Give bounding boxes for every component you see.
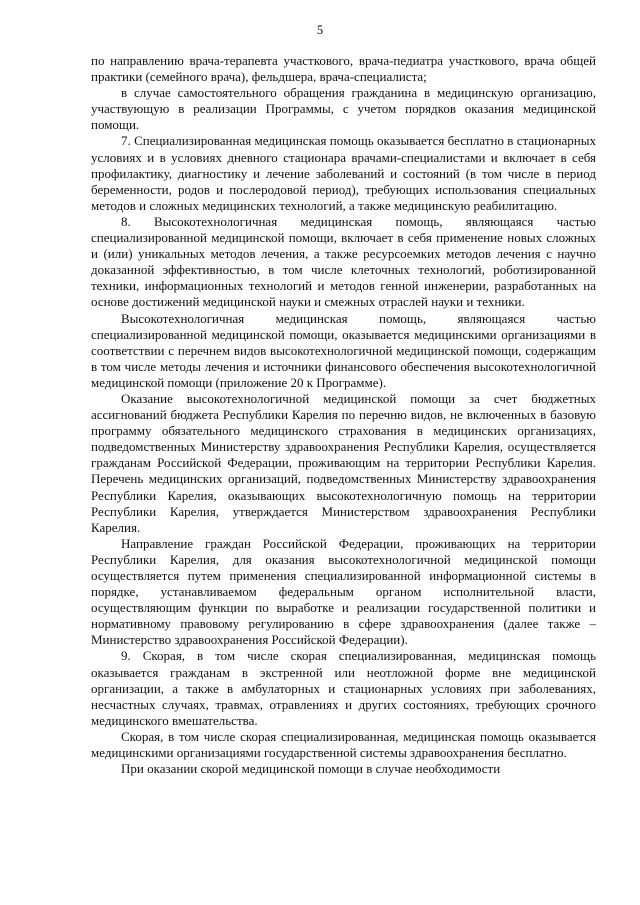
paragraph: 9. Скорая, в том числе скорая специализированная, медицинская помощь оказывается гражданам в экстренной или неотложной форме вне медицинской организации, а также в амбулаторных и стационарных условиях при заболеваниях, несчастных случаях, травмах, отравлениях и других состояниях, требующих срочного медицинского вмешательства. bbox=[91, 648, 596, 728]
paragraph: 7. Специализированная медицинская помощь оказывается бесплатно в стационарных условиях и в условиях дневного стационара врачами-специалистами и включает в себя профилактику, диагностику и лечение заболеваний и состояний (в том числе в период беременности, родов и послеродовой период), требующих использования специальных методов и сложных медицинских технологий, а также медицинскую реабилитацию. bbox=[91, 133, 596, 213]
page-number: 5 bbox=[316, 23, 324, 37]
paragraph: Направление граждан Российской Федерации, проживающих на территории Республики Карелия, для оказания высокотехнологичной медицинской помощи осуществляется путем применения специализированной информационной системы в порядке, устанавливаемом федеральным органом исполнительной власти, осуществляющим функции по выработке и реализации государственной политики и нормативному правовому регулированию в сфере здравоохранения (далее также – Министерство здравоохранения Российской Федерации). bbox=[91, 535, 596, 648]
paragraph: по направлению врача-терапевта участкового, врача-педиатра участкового, врача общей практики (семейного врача), фельдшера, врача-специалиста; bbox=[91, 53, 596, 85]
paragraph-last: При оказании скорой медицинской помощи в случае необходимости bbox=[121, 761, 501, 777]
paragraph: Скорая, в том числе скорая специализированная, медицинская помощь оказывается медицинскими организациями государственной системы здравоохранения бесплатно. bbox=[91, 728, 596, 761]
paragraph: в случае самостоятельного обращения гражданина в медицинскую организацию, участвующую в реализации Программы, с учетом порядков оказания медицинской помощи. bbox=[91, 85, 596, 133]
document-body bbox=[91, 53, 596, 777]
paragraph: Оказание высокотехнологичной медицинской помощи за счет бюджетных ассигнований бюджета Республики Карелия по перечню видов, не включенных в базовую программу обязательного медицинского страхования в медицинских организациях, подведомственных Министерству здравоохранения Республики Карелия, осуществляется гражданам Российской Федерации, проживающим на территории Республики Карелия. Перечень медицинских организаций, подведомственных Министерству здравоохранения Республики Карелия, оказывающих высокотехнологичную помощь на территории Республики Карелия, утверждается Министерством здравоохранения Республики Карелия. bbox=[91, 390, 596, 535]
paragraph: Высокотехнологичная медицинская помощь, являющаяся частью специализированной медицинской помощи, оказывается медицинскими организациями в соответствии с перечнем видов высокотехнологичной медицинской помощи, содержащим в том числе методы лечения и источники финансового обеспечения высокотехнологичной медицинской помощи (приложение 20 к Программе). bbox=[91, 310, 596, 390]
paragraph: 8. Высокотехнологичная медицинская помощь, являющаяся частью специализированной медицинской помощи, включает в себя применение новых сложных и (или) уникальных методов лечения, а также ресурсоемких методов лечения с научно доказанной эффективностью, в том числе клеточных технологий, роботизированной техники, информационных технологий и методов генной инженерии, разработанных на основе достижений медицинской науки и смежных отраслей науки и техники. bbox=[91, 213, 596, 310]
